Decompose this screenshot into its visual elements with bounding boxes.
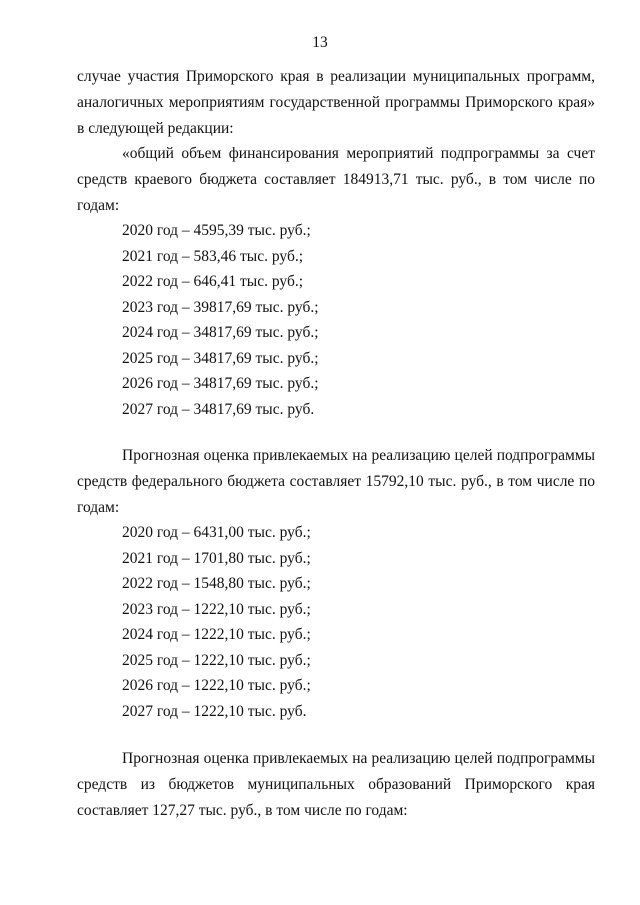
- list-item: 2023 год – 39817,69 тыс. руб.;: [122, 298, 319, 316]
- page-number: 13: [312, 34, 328, 51]
- paragraph-continuation: случае участия Приморского края в реализации муниципальных программ, аналогичных мероприятиям государственной программы Приморского края» в следующей редакции:: [77, 68, 595, 137]
- list-item: 2027 год – 34817,69 тыс. руб.: [122, 400, 315, 418]
- list-item: 2023 год – 1222,10 тыс. руб.;: [122, 600, 311, 618]
- list-item: 2021 год – 1701,80 тыс. руб.;: [122, 549, 311, 567]
- list-item: 2024 год – 34817,69 тыс. руб.;: [122, 324, 319, 341]
- list-item: 2024 год – 1222,10 тыс. руб.;: [122, 626, 311, 643]
- list-item: 2026 год – 34817,69 тыс. руб.;: [122, 375, 319, 392]
- paragraph-regional-budget: «общий объем финансирования мероприятий подпрограммы за счет средств краевого бюджета составляет 184913,71 тыс. руб., в том числе по годам:: [77, 145, 595, 214]
- paragraph-federal-budget: Прогнозная оценка привлекаемых на реализацию целей подпрограммы средств федерального бюджета составляет 15792,10 тыс. руб., в том числе по годам:: [77, 447, 595, 516]
- regional-budget-years-list: [122, 218, 319, 422]
- list-item: 2021 год – 583,46 тыс. руб.;: [122, 247, 304, 265]
- list-item: 2022 год – 1548,80 тыс. руб.;: [122, 575, 311, 592]
- list-item: 2020 год – 4595,39 тыс. руб.;: [122, 222, 311, 239]
- federal-budget-years-list: [122, 520, 311, 724]
- list-item: 2026 год – 1222,10 тыс. руб.;: [122, 677, 311, 694]
- list-item: 2025 год – 34817,69 тыс. руб.;: [122, 349, 319, 367]
- list-item: 2022 год – 646,41 тыс. руб.;: [122, 273, 304, 290]
- list-item: 2020 год – 6431,00 тыс. руб.;: [122, 524, 311, 541]
- paragraph-municipal-budget: Прогнозная оценка привлекаемых на реализацию целей подпрограммы средств из бюджетов муниципальных образований Приморского края составляет 127,27 тыс. руб., в том числе по годам:: [77, 750, 595, 819]
- list-item: 2025 год – 1222,10 тыс. руб.;: [122, 651, 311, 669]
- list-item: 2027 год – 1222,10 тыс. руб.: [122, 702, 307, 720]
